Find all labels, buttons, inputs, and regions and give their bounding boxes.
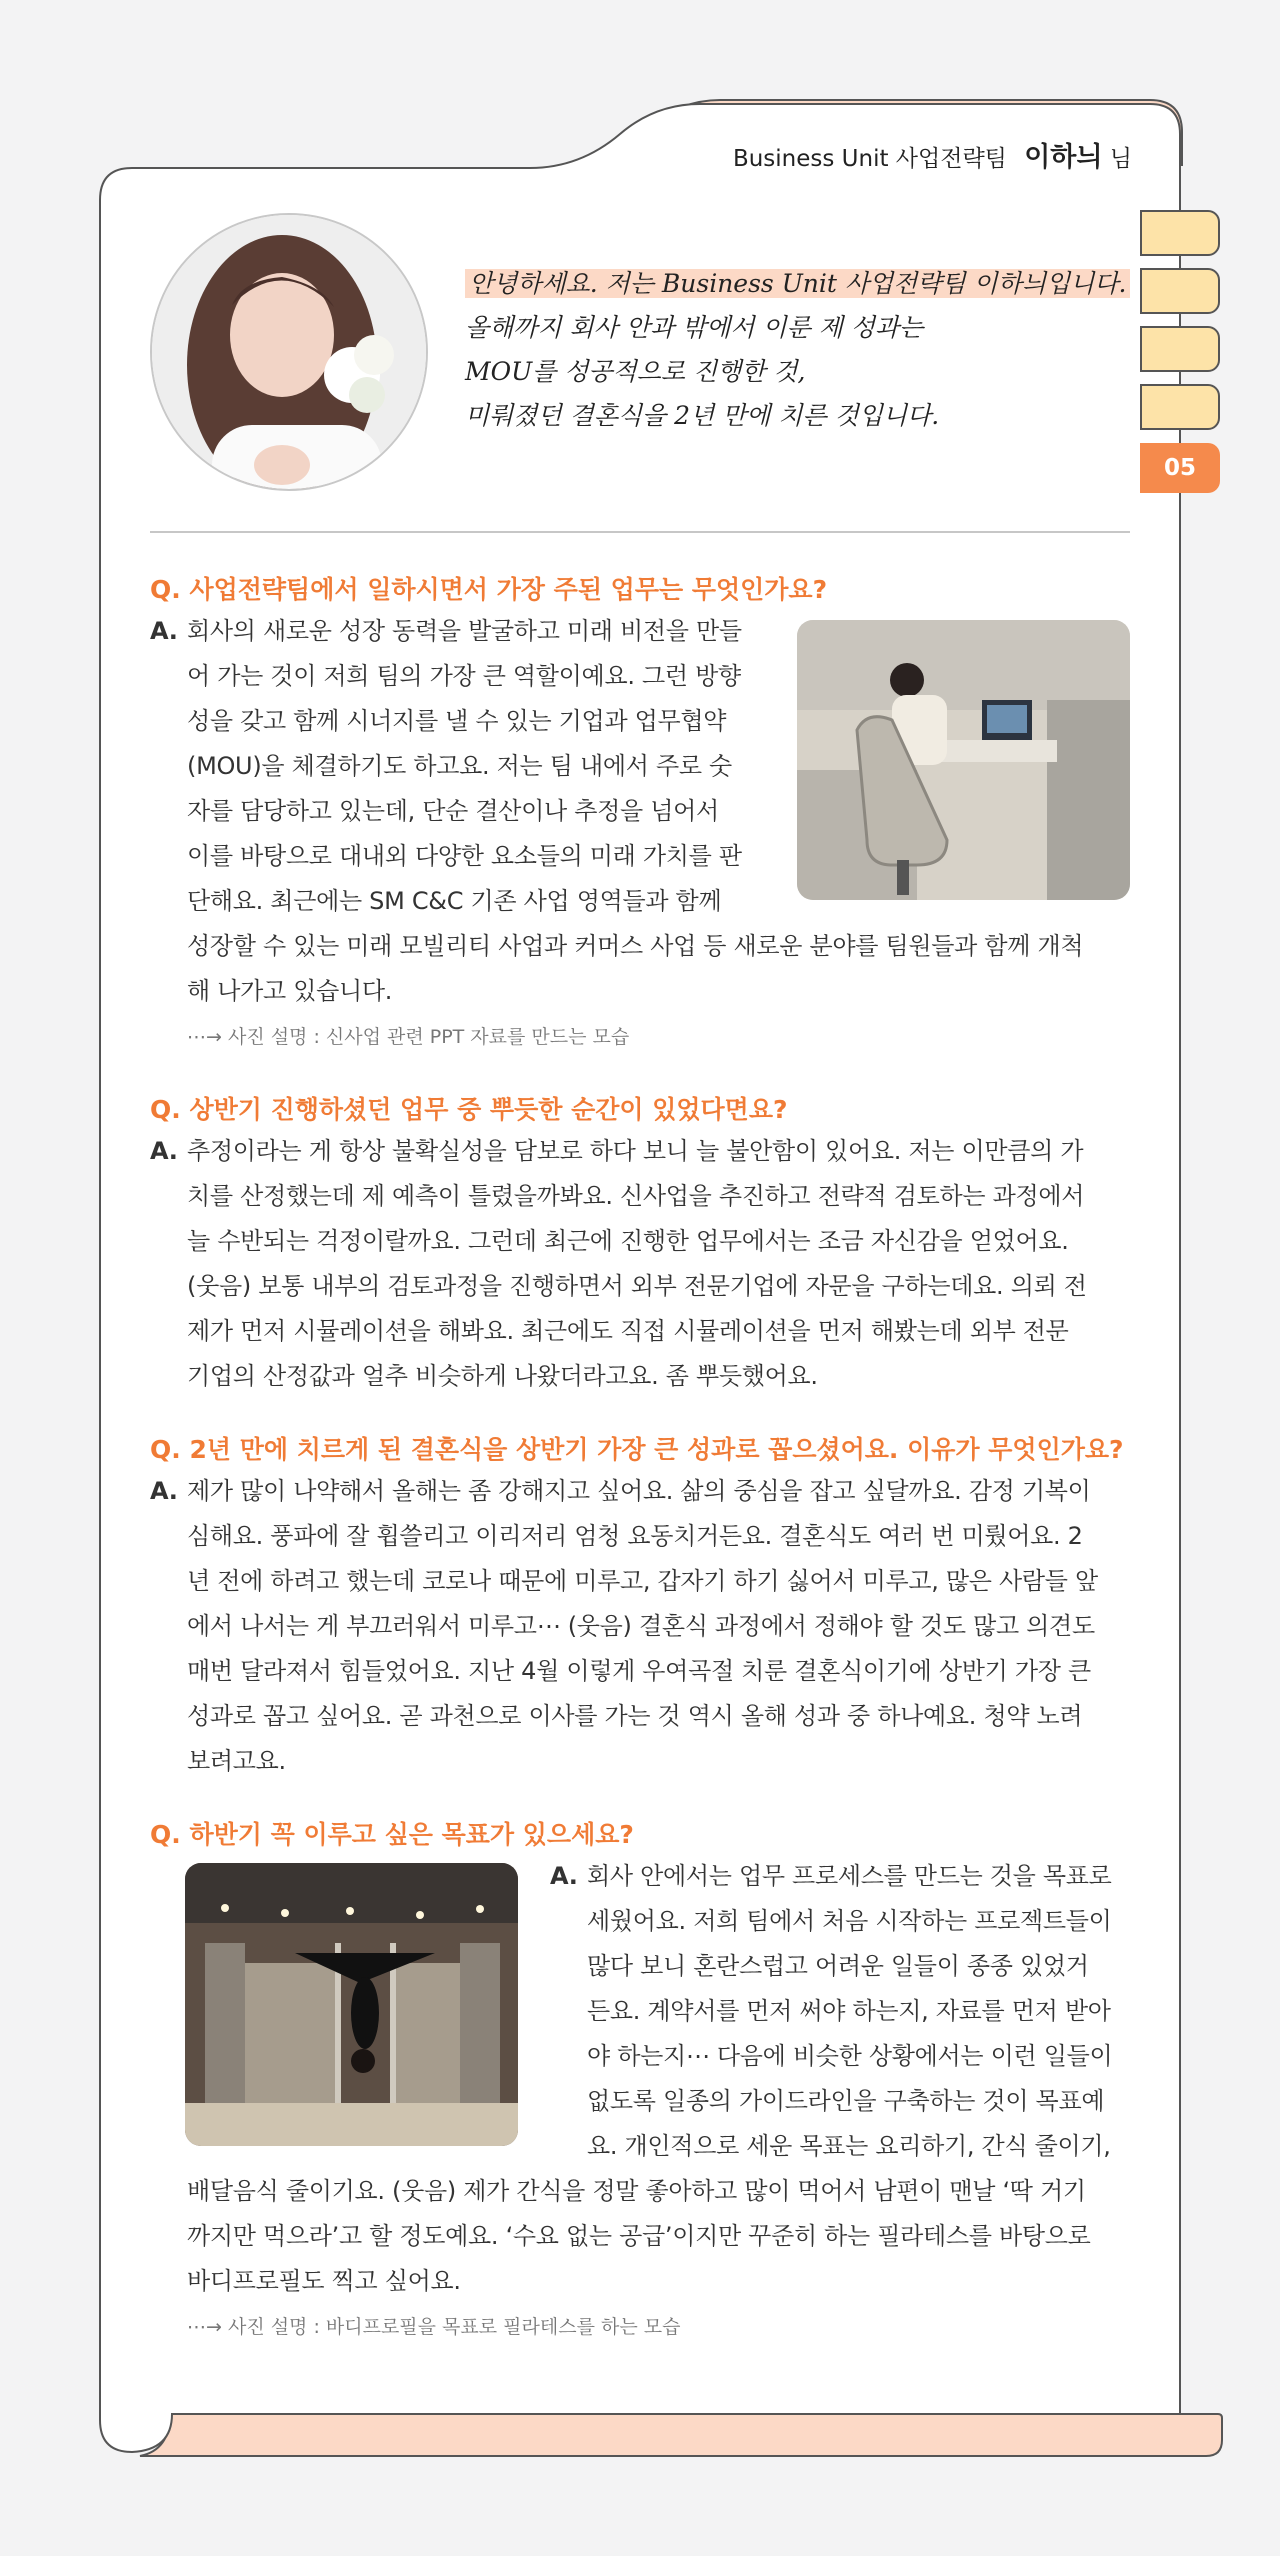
answer-marker: A. bbox=[150, 1477, 178, 1505]
answer-line: 까지만 먹으라’고 할 정도예요. ‘수요 없는 공급’이지만 꾸준히 하는 필라테스를 바탕으로 bbox=[187, 2222, 1091, 2250]
answer-line: 치를 산정했는데 제 예측이 틀렸을까봐요. 신사업을 추진하고 전략적 검토하는 과정에서 bbox=[187, 1182, 1085, 1210]
side-tab-2 bbox=[1140, 268, 1220, 314]
intro-text bbox=[465, 262, 1127, 438]
profile-photo bbox=[150, 213, 428, 491]
caption-1: ⋯→ 사진 설명 : 신사업 관련 PPT 자료를 만드는 모습 bbox=[187, 1026, 630, 1048]
answer-line: 많다 보니 혼란스럽고 어려운 일들이 종종 있었거 bbox=[587, 1952, 1089, 1980]
answer-line: 자를 담당하고 있는데, 단순 결산이나 추정을 넘어서 bbox=[187, 797, 719, 825]
answer-2 bbox=[150, 1129, 1130, 1399]
answer-line: 세웠어요. 저희 팀에서 처음 시작하는 프로젝트들이 bbox=[587, 1907, 1112, 1935]
pilates-photo bbox=[185, 1863, 518, 2146]
caption-4: ⋯→ 사진 설명 : 바디프로필을 목표로 필라테스를 하는 모습 bbox=[187, 2316, 681, 2338]
answer-line: 단해요. 최근에는 SM C&C 기존 사업 영역들과 함께 bbox=[187, 887, 722, 915]
answer-line: 배달음식 줄이기요. (웃음) 제가 간식을 정말 좋아하고 많이 먹어서 남편이 맨날 ‘딱 거기 bbox=[187, 2177, 1086, 2205]
answer-line: 해 나가고 있습니다. bbox=[187, 977, 393, 1005]
answer-3 bbox=[150, 1469, 1130, 1784]
author-honorific: 님 bbox=[1109, 146, 1132, 172]
answer-line: 요. 개인적으로 세운 목표는 요리하기, 간식 줄이기, bbox=[587, 2132, 1111, 2160]
answer-line: 회사 안에서는 업무 프로세스를 만드는 것을 목표로 bbox=[587, 1862, 1112, 1890]
side-tab-4 bbox=[1140, 384, 1220, 430]
answer-marker: A. bbox=[150, 1137, 178, 1165]
answer-line: 성과로 꼽고 싶어요. 곧 과천으로 이사를 가는 것 역시 올해 성과 중 하나예요. 청약 노려 bbox=[187, 1702, 1083, 1730]
question-2: Q. 상반기 진행하셨던 업무 중 뿌듯한 순간이 있었다면요? bbox=[150, 1095, 788, 1124]
answer-line: 기업의 산정값과 얼추 비슷하게 나왔더라고요. 좀 뿌듯했어요. bbox=[187, 1362, 818, 1390]
answer-marker: A. bbox=[150, 617, 178, 645]
question-1: Q. 사업전략팀에서 일하시면서 가장 주된 업무는 무엇인가요? bbox=[150, 575, 828, 604]
intro-line-3: MOU를 성공적으로 진행한 것, bbox=[465, 357, 806, 386]
intro-line-4: 미뤄졌던 결혼식을 2년 만에 치른 것입니다. bbox=[465, 401, 940, 430]
page-number-tab: 05 bbox=[1140, 443, 1220, 493]
answer-line: (MOU)을 체결하기도 하고요. 저는 팀 내에서 주로 숫 bbox=[187, 752, 732, 780]
answer-line: 년 전에 하려고 했는데 코로나 때문에 미루고, 갑자기 하기 싫어서 미루고, 많은 사람들 앞 bbox=[187, 1567, 1098, 1595]
author-header bbox=[733, 135, 1132, 174]
answer-line: 보려고요. bbox=[187, 1747, 286, 1775]
answer-line: 매번 달라져서 힘들었어요. 지난 4월 이렇게 우여곡절 치룬 결혼식이기에 상반기 가장 큰 bbox=[187, 1657, 1091, 1685]
answer-line: 제가 많이 나약해서 올해는 좀 강해지고 싶어요. 삶의 중심을 잡고 싶달까요. 감정 기복이 bbox=[187, 1477, 1091, 1505]
question-3: Q. 2년 만에 치르게 된 결혼식을 상반기 가장 큰 성과로 꼽으셨어요. 이유가 무엇인가요? bbox=[150, 1435, 1124, 1464]
answer-line: 추정이라는 게 항상 불확실성을 담보로 하다 보니 늘 불안함이 있어요. 저는 이만큼의 가 bbox=[187, 1137, 1084, 1165]
office-work-photo bbox=[797, 620, 1130, 900]
intro-line-1: 안녕하세요. 저는 Business Unit 사업전략팀 이하늬입니다. bbox=[465, 269, 1130, 298]
author-name: 이하늬 bbox=[1024, 142, 1103, 173]
answer-line: 늘 수반되는 걱정이랄까요. 그런데 최근에 진행한 업무에서는 조금 자신감을 얻었어요. bbox=[187, 1227, 1069, 1255]
answer-line: 성을 갖고 함께 시너지를 낼 수 있는 기업과 업무협약 bbox=[187, 707, 727, 735]
answer-line: 에서 나서는 게 부끄러워서 미루고⋯ (웃음) 결혼식 과정에서 정해야 할 것도 많고 의견도 bbox=[187, 1612, 1095, 1640]
answer-line: 심해요. 풍파에 잘 휩쓸리고 이리저리 엄청 요동치거든요. 결혼식도 여러 번 미뤘어요. 2 bbox=[187, 1522, 1083, 1550]
answer-line: 성장할 수 있는 미래 모빌리티 사업과 커머스 사업 등 새로운 분야를 팀원들과 함께 개척 bbox=[187, 932, 1084, 960]
answer-4-wrap bbox=[550, 1854, 1130, 2169]
side-tab-1 bbox=[1140, 210, 1220, 256]
intro-line-2: 올해까지 회사 안과 밖에서 이룬 제 성과는 bbox=[465, 313, 924, 342]
question-4: Q. 하반기 꼭 이루고 싶은 목표가 있으세요? bbox=[150, 1820, 634, 1849]
author-team: Business Unit 사업전략팀 bbox=[732, 146, 1007, 172]
answer-line: 이를 바탕으로 대내외 다양한 요소들의 미래 가치를 판 bbox=[187, 842, 742, 870]
answer-line: 든요. 계약서를 먼저 써야 하는지, 자료를 먼저 받아 bbox=[587, 1997, 1111, 2025]
answer-line: (웃음) 보통 내부의 검토과정을 진행하면서 외부 전문기업에 자문을 구하는데요. 의뢰 전 bbox=[187, 1272, 1087, 1300]
side-tab-3 bbox=[1140, 326, 1220, 372]
answer-line: 바디프로필도 찍고 싶어요. bbox=[187, 2267, 461, 2295]
answer-line: 어 가는 것이 저희 팀의 가장 큰 역할이예요. 그런 방향 bbox=[187, 662, 741, 690]
answer-line: 제가 먼저 시뮬레이션을 해봐요. 최근에도 직접 시뮬레이션을 먼저 해봤는데 외부 전문 bbox=[187, 1317, 1069, 1345]
answer-marker: A. bbox=[550, 1862, 578, 1890]
answer-4-full bbox=[150, 2169, 1130, 2304]
divider bbox=[150, 531, 1130, 533]
answer-line: 회사의 새로운 성장 동력을 발굴하고 미래 비전을 만들 bbox=[187, 617, 742, 645]
answer-line: 없도록 일종의 가이드라인을 구축하는 것이 목표예 bbox=[587, 2087, 1105, 2115]
answer-line: 야 하는지⋯ 다음에 비슷한 상황에서는 이런 일들이 bbox=[587, 2042, 1113, 2070]
